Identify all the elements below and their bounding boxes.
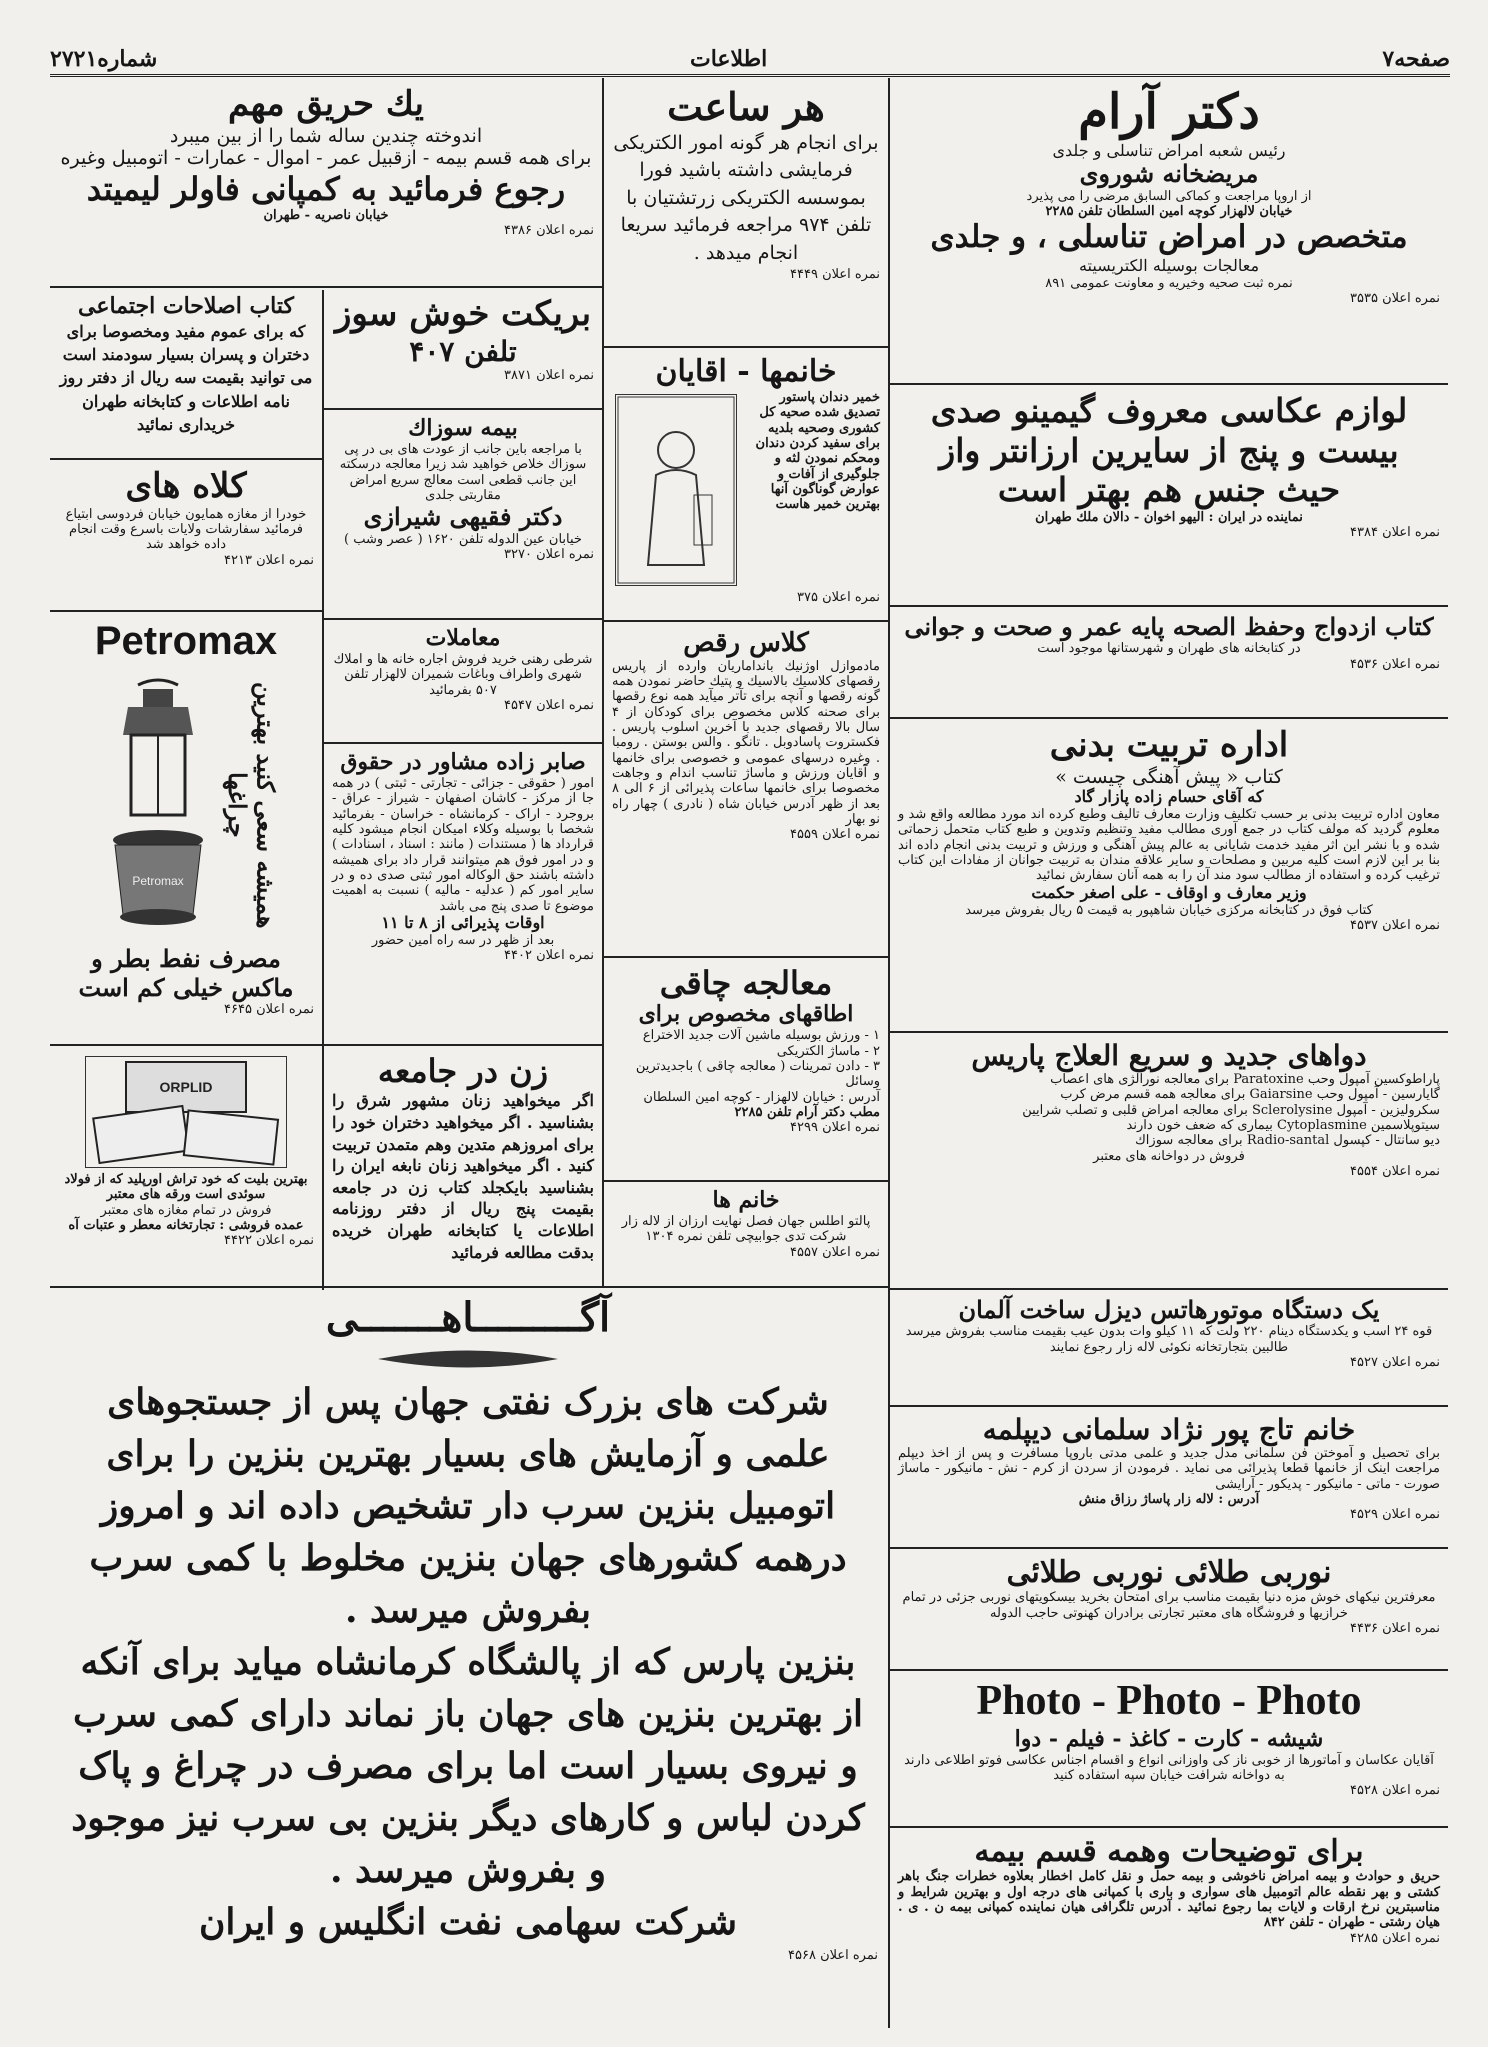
ad-body: در کتابخانه های طهران و شهرستانها موجود است	[1037, 641, 1301, 657]
ad-title: کتاب اصلاحات اجتماعی	[77, 293, 294, 319]
ad-line: بعد از ظهر در سه راه امین حضور	[371, 932, 555, 948]
ad-number: نمره اعلان ۴۴۴۹	[790, 267, 880, 283]
ad-body: شرطی رهنی خرید فروش اجاره خانه ها و املاك شهری واطراف وباغات شمیران لالهزار تلفن ۵۰۷ بفرمائید	[333, 651, 593, 698]
ad-title: هر ساعت	[667, 84, 825, 129]
ad-line: فروش در تمام مغازه های معتبر	[100, 1202, 272, 1218]
paper-name: اطلاعات	[690, 46, 768, 72]
page-header	[50, 40, 1450, 77]
gonorrhea-treatment-ad	[324, 412, 602, 620]
ad-title: کلاه های	[125, 466, 247, 506]
ad-line: سکرولیزین - آمپول Sclerolysine برای معالجه امراض قلبی و تصلب شرایین	[1022, 1102, 1440, 1118]
ad-title: کلاس رقص	[683, 628, 809, 658]
ad-body: پالتو اطلس جهان فصل نهایت ارزان از لاله زار شرکت تدی جوابیچی تلفن نمره ۱۳۰۴	[621, 1213, 871, 1245]
ad-title: خانمها - اقایان	[655, 354, 837, 389]
ad-number: نمره اعلان ۴۵۵۹	[790, 827, 880, 843]
ad-number: نمره اعلان ۴۵۳۶	[1350, 656, 1440, 672]
ad-signature: وزیر معارف و اوقاف - علی اصغر حکمت	[1031, 882, 1307, 902]
ad-body: امور ( حقوقی - جزائی - تجارتی - ثبتی ) در همه جا از مرکز - کاشان اصفهان - شیراز - عراق - بروجرد - اراک - کرمانشاه - خراسان - بفرمائید شخصا با بوسیله وکلاء امیکان انجام میشود کلیه قرارداد ها ( مستندات ( مانند : اسناد ، اسنادات ) و در امور فوق هم میتوانند قرار داد برای همیشه داشته باشند حق الوکاله امور ثبتی صدی ده و در سایر امور کم ( عدلیه - مالیه ) نسبت به اهمیت موضوع تا صدی پنج می باشد	[332, 775, 594, 914]
woman-in-society-book-ad	[324, 1048, 602, 1288]
petromax-lamp-ad	[50, 614, 322, 1046]
ad-line: متخصص در امراض تناسلی ، و جلدی	[930, 219, 1408, 256]
ad-line: فروش در دواخانه های معتبر	[1093, 1148, 1245, 1164]
ad-line: خیابان لالهزار کوچه امین السلطان تلفن ۲۲۸۵	[1045, 204, 1293, 220]
notice-line: اتومبیل بنزین سرب دار تشخیص داده اند و امروز	[100, 1485, 836, 1527]
ad-line: گایارسین - آمپول وحب Gaiarsine برای معالجه همه قسم مرض کرب	[1060, 1087, 1440, 1103]
ornament-divider-icon	[368, 1346, 568, 1372]
ad-number: نمره اعلان ۳۸۷۱	[504, 367, 594, 383]
ad-line: دکتر فقیهی شیرازی	[363, 502, 563, 532]
ad-title: یك حریق مهم	[228, 84, 424, 124]
notice-line: کردن لباس و کارهای دیگر بنزین بی سرب نیز موجود	[71, 1797, 865, 1839]
ad-body: آقایان عکاسان و آماتورها از خوبی ناز کی واوزانی انواع و اقسام اجناس عکاسی فوتو اطلاعی دارند به دواخانه شرافت خیابان سپه استفاده کنید	[904, 1752, 1434, 1783]
ad-line: آدرس : خیابان لالهزار - کوچه امین السلطان	[643, 1089, 880, 1105]
ad-line: خیابان ناصریه - طهران	[263, 208, 389, 223]
photo-supplies-ad	[890, 1673, 1448, 1828]
ad-body: خودرا از مغازه همایون خیابان فردوسی ابتیاع فرمائید سفارشات ولایات باسرع وقت انجام داده خواهد شد	[65, 506, 307, 553]
orplid-blade-ad	[50, 1048, 322, 1288]
ad-title: اداره تربیت بدنی	[1049, 725, 1289, 765]
ad-number: نمره اعلان ۴۲۸۵	[1350, 1930, 1440, 1946]
ad-line: برای همه قسم بیمه - ازقبیل عمر - اموال - عمارات - اتومبیل وغیره	[60, 147, 592, 170]
hats-ad	[50, 462, 322, 612]
paris-medicines-ad	[890, 1035, 1448, 1290]
ad-line: کتاب فوق در کتابخانه مرکزی خیابان شاهپور به قیمت ۵ ریال بفروش میرسد	[965, 902, 1373, 918]
notice-signature: شرکت سهامی نفت انگلیس و ایران	[198, 1901, 738, 1943]
ad-line: اندوخته چندین ساله شما را از بین میبرد	[169, 124, 483, 147]
issue-number: شماره۲۷۲۱	[50, 46, 158, 72]
notice-line: علمی و آزمایش های بسیار بهترین بنزین را برای	[106, 1433, 830, 1475]
ad-number: نمره اعلان ۴۶۴۵	[224, 1001, 314, 1017]
real-estate-ad	[324, 622, 602, 744]
ad-line: پاراطوکسین آمپول وحب Paratoxine برای معالجه نورالژی های اعصاب	[1050, 1072, 1440, 1088]
ad-title: دواهای جدید و سریع العلاج پاریس	[971, 1039, 1367, 1072]
ad-number: نمره اعلان ۴۴۳۶	[1350, 1621, 1440, 1637]
ad-title: لوازم عکاسی معروف گیمینو صدی	[930, 391, 1408, 430]
diesel-engine-ad	[890, 1292, 1448, 1407]
ad-line: عمده فروشی : تجارتخانه معطر و عتبات آه	[68, 1217, 304, 1233]
ad-number: نمره اعلان ۴۵۲۹	[1350, 1507, 1440, 1523]
ad-number: نمره اعلان ۴۳۸۶	[504, 223, 594, 239]
petrol-notice-ad	[50, 1290, 886, 2020]
ad-number: نمره اعلان ۴۵۵۴	[1350, 1164, 1440, 1179]
ad-line: معالجات بوسیله الکتریسیته	[1078, 255, 1260, 275]
notice-line: درهمه کشورهای جهان بنزین مخلوط با کمی سرب	[89, 1537, 847, 1579]
camera-supplies-ad	[890, 387, 1448, 607]
ad-title: Petromax	[94, 619, 278, 663]
ad-body: با مراجعه باین جانب از عودت های بی در پی سوزاك خلاص خواهید شد زیرا معالجه درسکته این جانب قطعی است معالج سریع امراض مقاربتی جلدی	[339, 441, 587, 503]
ad-title: یک دستگاه موتورهاتس دیزل ساخت آلمان	[958, 1295, 1380, 1324]
ad-line: مطب دکتر آرام تلفن ۲۲۸۵	[734, 1104, 880, 1120]
notice-line: از بهترین بنزین های جهان باز نماند دارای کمی سرب	[72, 1693, 864, 1735]
ad-title: دکتر آرام	[1078, 84, 1260, 140]
fire-insurance-ad	[50, 80, 602, 288]
ad-line: نمره ثبت صحیه وخیریه و معاونت عمومی ۸۹۱	[1045, 275, 1293, 291]
ad-title: آگـــــــــاهـــــــی	[325, 1294, 611, 1341]
ad-line: خیابان عین الدوله تلفن ۱۶۲۰ ( عصر وشب )	[344, 531, 582, 547]
insurance-ad	[890, 1830, 1448, 2020]
ad-line: شیشه - کارت - کاغذ - فیلم - دوا	[1014, 1725, 1324, 1752]
ad-line: آدرس : لاله زار پاساژ رزاق منش	[1078, 1492, 1260, 1508]
ad-line: از اروپا مراجعت و کماکی السابق مرضی را می پذیرد	[1026, 188, 1312, 204]
dance-class-ad	[604, 624, 888, 958]
page-number: صفحه۷	[1382, 46, 1450, 72]
ad-number: نمره اعلان ۴۵۲۷	[1350, 1354, 1440, 1370]
ad-body: برای تحصیل و آموختن فن سلمانی مدل جدید و علمی مدتی باروپا مسافرت و پس از اخذ دیپلم مراجعت اینک از خانمها قطعا پذیرائی می نماید . فرمودن از سردن از کرم - نش - مانیکور - ماساژ صورت - ماتی - مانیکور - پدیکور - آرایشی	[898, 1446, 1440, 1492]
ad-number: نمره اعلان ۴۵۲۸	[1350, 1783, 1440, 1799]
notice-line: بنزین پارس که از پالشگاه کرمانشاه میاید برای آنکه	[80, 1641, 856, 1683]
ad-title: برای توضیحات وهمه قسم بیمه	[974, 1834, 1364, 1869]
social-reform-book-ad	[50, 290, 322, 460]
briquette-ad	[324, 290, 602, 410]
ad-line: بیست و پنج از سایرین ارزانتر واز	[939, 430, 1399, 470]
ladies-coat-ad	[604, 1184, 888, 1288]
ad-line: رجوع فرمائید به کمپانی فاولر لیمیتد	[86, 169, 566, 208]
ad-line: سیتوپلاسمین Cytoplasmine بیماری که ضعف خون دارند	[1126, 1118, 1440, 1134]
ad-body: حریق و حوادث و بیمه امراض ناخوشی و بیمه حمل و نقل کامل اخطار بعلاوه خطرات جنگ باهر کشتی و بهر نقطه عالم اتومبیل های سواری و باری با کمپانی های درجه اول و بهترین شرایط و مناسبترین نرخ ارقات و لایات بما رجوع نمائید . آدرس تلگرافی هیان نماینده کمپانی بیمه ن . ی . هیان رشتی - طهران - تلفن ۸۴۲	[898, 1869, 1440, 1931]
salon-ad	[890, 1409, 1448, 1549]
doctor-aram-ad	[890, 80, 1448, 385]
ad-line: مریضخانه شوروی	[1079, 159, 1259, 189]
ad-line: ۳ - دادن تمرینات ( معالجه چاقی ) باجدیدترین وسائل	[635, 1059, 880, 1090]
ad-line: رئیس شعبه امراض تناسلی و جلدی	[1052, 140, 1286, 160]
ad-number: نمره اعلان ۴۵۵۷	[790, 1244, 880, 1260]
legal-advisor-ad	[324, 746, 602, 1046]
ad-number: نمره اعلان ۳۷۵	[796, 590, 880, 605]
ad-line: ۱ - ورزش بوسیله ماشین آلات جدید الاختراع	[642, 1028, 880, 1044]
ad-line: همیشه سعی کنید بهترین چراغها	[223, 681, 281, 929]
ad-title: معالجه چاقی	[659, 964, 833, 1002]
ad-body: معرفترین نیکهای خوش مزه دنیا بقیمت مناسب برای امتحان بخرید بیسکویتهای نوربی جزئی در تمام خرازیها و فروشگاه های معتبر تجارتی برادران کهنوتی حاجب الدوله	[902, 1590, 1436, 1621]
ad-number: نمره اعلان ۴۵۶۸	[788, 1948, 878, 1963]
ad-title: خانم تاج پور نژاد سلمانی دیپلمه	[982, 1413, 1356, 1446]
notice-line: و بفروش میرسد .	[329, 1849, 606, 1891]
woman-illustration-icon	[615, 394, 737, 586]
marriage-book-ad	[890, 609, 1448, 719]
ad-number: نمره اعلان ۴۳۸۴	[1350, 525, 1440, 541]
notice-line: شرکت های بزرک نفتی جهان پس از جستجوهای	[107, 1381, 829, 1423]
ad-title: بریکت خوش سوز	[334, 294, 592, 334]
toothpaste-ad	[604, 350, 888, 622]
ad-body: مادموازل اوژنیك بانداماریان وارده از پاریس رقصهای کلاسیك بالاسیك و پتیك حاضر نمودن همه گونه رقصها و آنچه برای تآتر میآید همه نوع رقصها برای صحنه کلاس مخصوص برای کودکان از ۴ سال بالا رقصهای جدید با آخرین اسلوب پاریس . فکستروت پاسادوبل . تانگو . والس بوستن . رومبا . وغیره درسهای عمومی و خصوصی برای خانمها و آقایان ورزش و ماساژ تناسب اندام و وجاهت مخصوصا برای خانمها ساعات پذیرائی از ۶ الی ۸ بعد از ظهر آدرس خیابان شاه ( نادری ) چهار راه نو بهار	[612, 658, 880, 827]
ad-number: نمره اعلان ۴۲۹۹	[790, 1120, 880, 1136]
svg-text:ORPLID: ORPLID	[159, 1079, 213, 1095]
ad-body: اگر میخواهید زنان مشهور شرق را بشناسید . اگر میخواهید دختران خود را برای امروزهم متدین وهم متمدن تربیت کنید . اگر میخواهید زنان نابغه ایران را بشناسید بایکجلد کتاب زن در جامعه بقیمت پنج ریال از دفتر روزنامه اطلاعات یا کتابخانه طهران خریده بدقت مطالعه فرمائید	[332, 1091, 594, 1262]
nouri-biscuit-ad	[890, 1551, 1448, 1671]
ad-title: خانم ها	[712, 1187, 780, 1213]
ad-line: کتاب « پیش آهنگی چیست »	[1055, 765, 1283, 788]
ad-line: اطاقهای مخصوص برای	[638, 1001, 854, 1028]
ad-line: نماینده در ایران : الیهو اخوان - دالان ملك طهران	[1035, 509, 1303, 525]
hourly-electric-ad	[604, 80, 888, 348]
ad-number: نمره اعلان ۴۴۲۲	[224, 1233, 314, 1249]
ad-title: صابر زاده مشاور در حقوق	[340, 749, 586, 775]
ad-line: که آقای حسام زاده پازار گاد	[1074, 787, 1264, 807]
razor-blade-box-icon	[85, 1056, 287, 1168]
ad-title: کتاب ازدواج وحفظ الصحه پایه عمر و صحت و جوانی	[904, 612, 1434, 641]
ad-title: زن در جامعه	[377, 1052, 549, 1090]
ad-line: تلفن ۴۰۷	[409, 334, 517, 368]
ad-body: بهترین بلیت که خود تراش اورپلید که از فولاد سوئدی است ورقه های معتبر	[64, 1172, 308, 1203]
ad-body: برای انجام هر گونه امور الکتریکی فرمایشی داشته باشید فورا بموسسه الکتریکی زرتشتیان با تلفن ۹۷۴ مراجعه فرمائید سریعا انجام میدهد .	[613, 131, 879, 264]
lantern-illustration-icon	[93, 675, 223, 935]
ad-number: نمره اعلان ۴۲۱۳	[224, 552, 314, 568]
ad-body: که برای عموم مفید ومخصوصا برای دختران و پسران بسیار سودمند است می توانید بقیمت سه ریال از دفتر روز نامه اطلاعات و کتابخانه طهران خریداری نمائید	[59, 321, 313, 434]
svg-text:Petromax: Petromax	[132, 874, 184, 889]
ad-title: Photo - Photo - Photo	[976, 1678, 1362, 1724]
obesity-treatment-ad	[604, 960, 888, 1182]
ad-number: نمره اعلان ۳۵۳۵	[1350, 290, 1440, 306]
ad-number: نمره اعلان ۴۴۰۲	[504, 948, 594, 964]
ad-number: نمره اعلان ۴۵۴۷	[504, 697, 594, 713]
ad-line: ۲ - ماساژ الکتریکی	[776, 1043, 880, 1059]
ad-number: نمره اعلان ۴۵۳۷	[1350, 917, 1440, 933]
ad-line: مصرف نفط بطر و ماکس خیلی کم است	[78, 944, 294, 1002]
ad-line: حیث جنس هم بهتر است	[997, 470, 1341, 510]
notice-line: بفروش میرسد .	[344, 1589, 592, 1631]
ad-body: قوه ۲۴ اسب و یکدستگاه دینام ۲۲۰ ولت که ۱۱ کیلو وات بدون عیب بقیمت مناسب بفروش میرسد طالبین بتجارتخانه نکوئی لاله زار رجوع نمایند	[905, 1324, 1433, 1355]
ad-body: خمیر دندان پاستور تصدیق شده صحیه کل کشوری وصحیه بلدیه برای سفید کردن دندان ومحکم نمودن لثه و جلوگیری از آفات و عوارض گوناگون آنها بهترین خمیر هاست	[755, 390, 880, 513]
ad-body: معاون اداره تربیت بدنی بر حسب تکلیف وزارت معارف تالیف وطبع کرده اند مورد مطالعه واقع شد و معلوم گردید که مولف کتاب در جمع آوری مطالب مفید وتنظیم وتدوین و طبع کتاب متحمل زحماتی شده و با نشر این اثر مفید خدمت شایانی به عالم پیش آهنگی و ورزش و تربیت بدنی انجام داده اند بنا بر این لازم است کلیه مربین و مصلحات و سایر علاقه مندان به تربیت جوانان از مفادات این کتاب ترغیب کرده و استفاده از مطالب سود مند آن را به همه آنان سفارش نمائید	[898, 807, 1440, 884]
ad-number: نمره اعلان ۳۲۷۰	[504, 546, 594, 562]
ad-title: نوربی طلائی نوربی طلائی	[1006, 1555, 1332, 1590]
physical-education-ad	[890, 721, 1448, 1033]
ad-title: معاملات	[425, 625, 501, 651]
ad-title: بیمه سوزاك	[408, 415, 518, 441]
ad-line: اوقات پذیرائی از ۸ تا ۱۱	[381, 912, 545, 932]
notice-line: و نیروی بسیار است اما برای مصرف در چراغ و پاک	[78, 1745, 858, 1787]
ad-line: دیو سانتال - کپسول Radio-santal برای معالجه سوزاك	[1135, 1133, 1440, 1149]
